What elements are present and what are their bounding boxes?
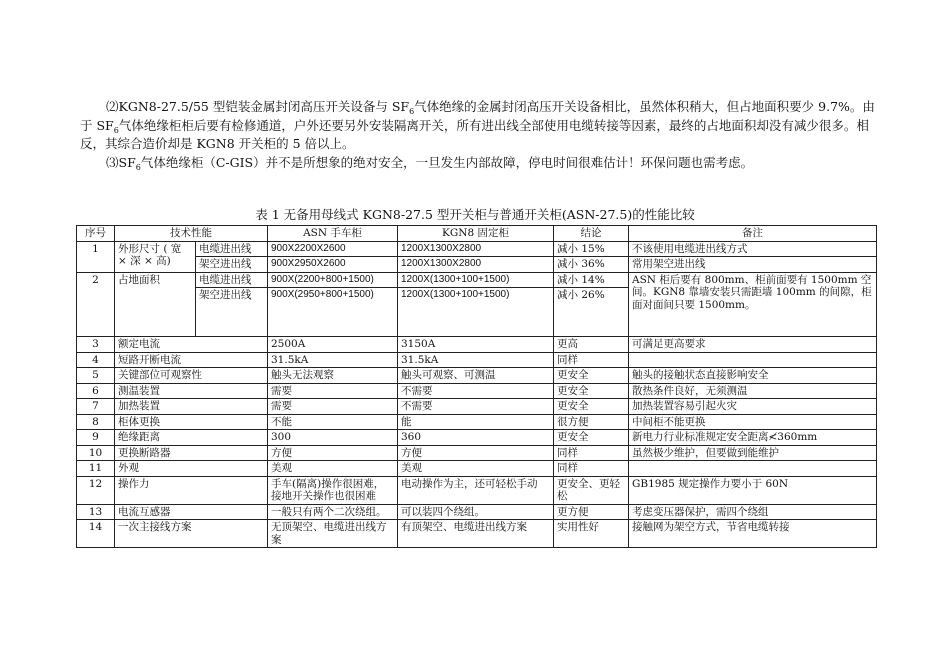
- row-item: 加热装置: [115, 399, 268, 415]
- paragraph-2: ⑵KGN8-27.5/55 型铠装金属封闭高压开关设备与 $SF_6$气体绝缘的金属封闭高压开关设备相比，虽然体积稍大，但占地面积要少 9.7%。由于 $SF_6$气体绝缘柜柜后要有检修通道，户外还要另外安装隔离开关，所有进出线全部使用电缆转接等因素，最终的占地面积却没有减少很多。相反，其综合造价却是 KGN8 开关柜的 5 倍以上。: [80, 99, 875, 151]
- row-kgn8: 可以装四个绕组。: [398, 504, 554, 520]
- row-item: 额定电流: [115, 337, 268, 353]
- row-number: 7: [77, 399, 115, 415]
- row-kgn8: 31.5kA: [398, 352, 554, 368]
- row-conclusion: 同样: [554, 352, 629, 368]
- header-no: 序号: [77, 226, 115, 242]
- row-note: 可满足更高要求: [629, 337, 877, 353]
- row-asn: 美观: [268, 461, 398, 477]
- row-conclusion: 同样: [554, 445, 629, 461]
- row-asn: 一般只有两个二次绕组。: [268, 504, 398, 520]
- row-kgn8: 3150A: [398, 337, 554, 353]
- row-item: 测温装置: [115, 383, 268, 399]
- row-note: 接触网为架空方式，节省电缆转接: [629, 520, 877, 548]
- row-conclusion: 实用性好: [554, 520, 629, 548]
- row-item: 操作力: [115, 476, 268, 504]
- header-asn: ASN 手车柜: [268, 226, 398, 242]
- table-row: [77, 504, 877, 520]
- row-conclusion: 更安全: [554, 430, 629, 446]
- table-row: [77, 337, 877, 353]
- row-kgn8: 不需要: [398, 383, 554, 399]
- row-item: 关键部位可观察性: [115, 368, 268, 384]
- row-kgn8: 1200X(1300+100+1500): [398, 272, 554, 288]
- row-kgn8: 美观: [398, 461, 554, 477]
- table-row: [77, 520, 877, 548]
- row-conclusion: 更安全: [554, 368, 629, 384]
- row-subitem: 电缆进出线: [196, 241, 268, 257]
- row-kgn8: 1200X1300X2800: [398, 257, 554, 273]
- row-note: 散热条件良好，无须测温: [629, 383, 877, 399]
- row-asn: 无顶架空、电缆进出线方案: [268, 520, 398, 548]
- table-row: [77, 399, 877, 415]
- row-conclusion: 更高: [554, 337, 629, 353]
- row-number: 3: [77, 337, 115, 353]
- row-item: 短路开断电流: [115, 352, 268, 368]
- row-asn: 需要: [268, 399, 398, 415]
- row-conclusion: 减小 26%: [554, 288, 629, 337]
- row-number: 8: [77, 414, 115, 430]
- row-kgn8: 触头可观察、可测温: [398, 368, 554, 384]
- row-asn: 900X2950X2600: [268, 257, 398, 273]
- row-asn: 手车(隔离)操作很困难，接地开关操作也很困难: [268, 476, 398, 504]
- header-kgn8: KGN8 固定柜: [398, 226, 554, 242]
- row-note: 加热装置容易引起火灾: [629, 399, 877, 415]
- row-conclusion: 减小 14%: [554, 272, 629, 288]
- table-row: [77, 241, 877, 257]
- row-note: 触头的接触状态直接影响安全: [629, 368, 877, 384]
- row-subitem: 架空进出线: [196, 288, 268, 337]
- row-number: 4: [77, 352, 115, 368]
- row-number: 13: [77, 504, 115, 520]
- row-note: 中间柜不能更换: [629, 414, 877, 430]
- row-conclusion: 更安全: [554, 383, 629, 399]
- row-item: 电流互感器: [115, 504, 268, 520]
- header-performance: 技术性能: [115, 226, 268, 242]
- row-conclusion: 更安全: [554, 399, 629, 415]
- table-row: [77, 461, 877, 477]
- row-note: GB1985 规定操作力要小于 60N: [629, 476, 877, 504]
- header-conclusion: 结论: [554, 226, 629, 242]
- row-asn: 300: [268, 430, 398, 446]
- row-item: 占地面积: [115, 272, 196, 337]
- row-item: 外观: [115, 461, 268, 477]
- row-conclusion: 同样: [554, 461, 629, 477]
- row-number: 9: [77, 430, 115, 446]
- table-row: [77, 368, 877, 384]
- row-kgn8: 电动操作为主，还可轻松手动: [398, 476, 554, 504]
- row-kgn8: 不需要: [398, 399, 554, 415]
- row-asn: 触头无法观察: [268, 368, 398, 384]
- row-conclusion: 减小 36%: [554, 257, 629, 273]
- table-row: [77, 383, 877, 399]
- row-item: 绝缘距离: [115, 430, 268, 446]
- row-asn: 2500A: [268, 337, 398, 353]
- row-kgn8: 1200X(1300+100+1500): [398, 288, 554, 337]
- row-asn: 方便: [268, 445, 398, 461]
- row-asn: 需要: [268, 383, 398, 399]
- paragraph-3: $⑶SF_6$气体绝缘柜（C-GIS）并不是所想象的绝对安全，一旦发生内部故障，停电时间很难估计！环保问题也需考虑。: [106, 155, 754, 172]
- table-row: [77, 352, 877, 368]
- row-subitem: 架空进出线: [196, 257, 268, 273]
- row-item: 更换断路器: [115, 445, 268, 461]
- row-note: 常用架空进出线: [629, 257, 877, 273]
- row-note: 不该使用电缆进出线方式: [629, 241, 877, 257]
- row-asn: 不能: [268, 414, 398, 430]
- row-note: [629, 461, 877, 477]
- row-kgn8: 360: [398, 430, 554, 446]
- row-note: 新电力行业标准规定安全距离≮360mm: [629, 430, 877, 446]
- table-row: [77, 430, 877, 446]
- comparison-table: [76, 225, 877, 548]
- row-kgn8: 1200X1300X2800: [398, 241, 554, 257]
- row-subitem: 电缆进出线: [196, 272, 268, 288]
- row-conclusion: 减小 15%: [554, 241, 629, 257]
- row-asn: 900X(2200+800+1500): [268, 272, 398, 288]
- row-conclusion: 很方便: [554, 414, 629, 430]
- row-note: [629, 352, 877, 368]
- row-number: 1: [77, 241, 115, 272]
- table-row: [77, 272, 877, 288]
- row-kgn8: 方便: [398, 445, 554, 461]
- row-kgn8: 能: [398, 414, 554, 430]
- table-row: [77, 445, 877, 461]
- row-note: ASN 柜后要有 800mm、柜前面要有 1500mm 空间。KGN8 靠墙安装只需距墙 100mm 的间隙，柜面对面间只要 1500mm。: [629, 272, 877, 337]
- header-note: 备注: [629, 226, 877, 242]
- table-caption: 表 1 无备用母线式 KGN8-27.5 型开关柜与普通开关柜(ASN-27.5)的性能比较: [255, 207, 695, 222]
- row-item: 外形尺寸 ( 宽 × 深 × 高): [115, 241, 196, 272]
- table-row: [77, 257, 877, 273]
- row-number: 5: [77, 368, 115, 384]
- row-number: 10: [77, 445, 115, 461]
- row-number: 6: [77, 383, 115, 399]
- row-asn: 31.5kA: [268, 352, 398, 368]
- row-number: 12: [77, 476, 115, 504]
- row-asn: 900X(2950+800+1500): [268, 288, 398, 337]
- row-item: 一次主接线方案: [115, 520, 268, 548]
- table-row: [77, 414, 877, 430]
- row-number: 2: [77, 272, 115, 337]
- row-item: 柜体更换: [115, 414, 268, 430]
- row-conclusion: 更方便: [554, 504, 629, 520]
- row-note: 虽然极少维护，但要做到能维护: [629, 445, 877, 461]
- row-note: 考虑变压器保护，需四个绕组: [629, 504, 877, 520]
- row-number: 11: [77, 461, 115, 477]
- row-conclusion: 更安全、更轻松: [554, 476, 629, 504]
- row-asn: 900X2200X2600: [268, 241, 398, 257]
- table-header-row: [77, 226, 877, 242]
- row-kgn8: 有顶架空、电缆进出线方案: [398, 520, 554, 548]
- row-number: 14: [77, 520, 115, 548]
- table-row: [77, 476, 877, 504]
